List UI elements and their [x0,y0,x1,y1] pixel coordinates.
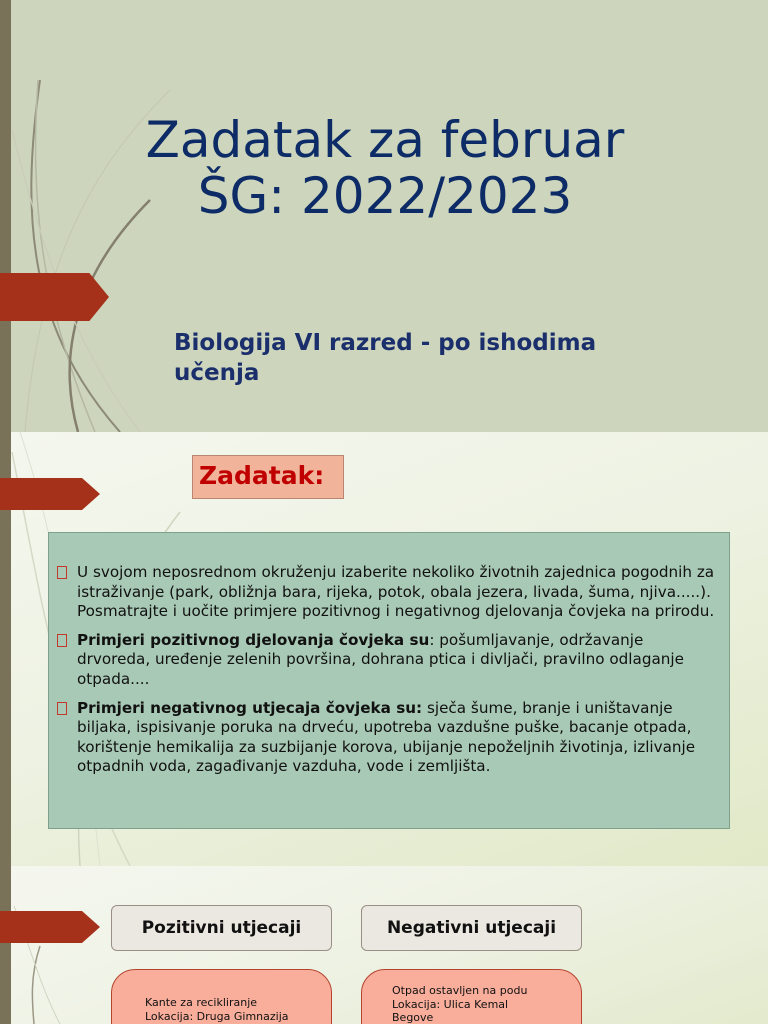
negative-influences-label: Negativni utjecaji [361,905,582,951]
bullet-box-icon [57,634,67,647]
bullet-bold-text: Primjeri pozitivnog djelovanja čovjeka su [77,630,430,649]
bullet-item-3 [55,699,715,777]
subtitle-line-2: učenja [174,360,260,386]
positive-influences-label: Pozitivni utjecaji [111,905,332,951]
slide-influences [0,866,768,1024]
bullet-item-2 [55,631,715,690]
bullet-text: U svojom neposrednom okruženju izaberite nekoliko životnih zajednica pogodnih za istraživanje (park, obližnja bara, rijeka, potok, obala jezera, livada, šuma, njiva.....). Posmatrajte i uočite primjere pozitivnog i negativnog djelovanja čovjeka na prirodu. [77,563,715,621]
subtitle [174,328,694,388]
decorative-grass-lines [0,866,120,1024]
bullet-bold-text: Primjeri negativnog utjecaja čovjeka su: [77,698,423,717]
bullet-text: sječa šume, branje i uništavanje biljaka, ispisivanje poruka na drveću, upotreba vazdušne puške, bacanje otpada, korištenje hemikalija za suzbijanje korova, ubijanje nepoželjnih životinja, izlivanje otpadnih voda, zagađivanje vazduha, vode i zemljišta. [77,698,696,776]
card-location-line: Lokacija: Ulica Kemal [392,997,509,1011]
negative-example-card [361,969,582,1024]
slide-title [0,0,768,432]
title-line-1: Zadatak za februar [145,111,625,169]
decorative-arrow [0,273,109,321]
page-title [60,112,710,224]
bullet-box-icon [57,566,67,579]
positive-example-card [111,969,332,1024]
card-location-line-2: Begove [392,1011,434,1024]
bullet-text: : pošumljavanje, održavanje drvoreda, uređenje zelenih površina, dohrana ptica i divljači, pravilno odlaganje otpada.... [77,630,684,688]
task-content-box [48,532,730,829]
card-location-line: Lokacija: Druga Gimnazija [145,1009,289,1023]
task-heading: Zadatak: [192,455,344,499]
decorative-arrow [0,478,100,510]
bullet-item-1 [55,563,715,622]
subtitle-line-1: Biologija VI razred - po ishodima [174,330,597,356]
decorative-arrow [0,911,100,943]
bullet-box-icon [57,702,67,715]
title-line-2: ŠG: 2022/2023 [197,167,573,225]
slide-task [0,432,768,866]
card-caption-line: Otpad ostavljen na podu [392,984,528,997]
card-caption-line: Kante za recikliranje [145,996,258,1009]
